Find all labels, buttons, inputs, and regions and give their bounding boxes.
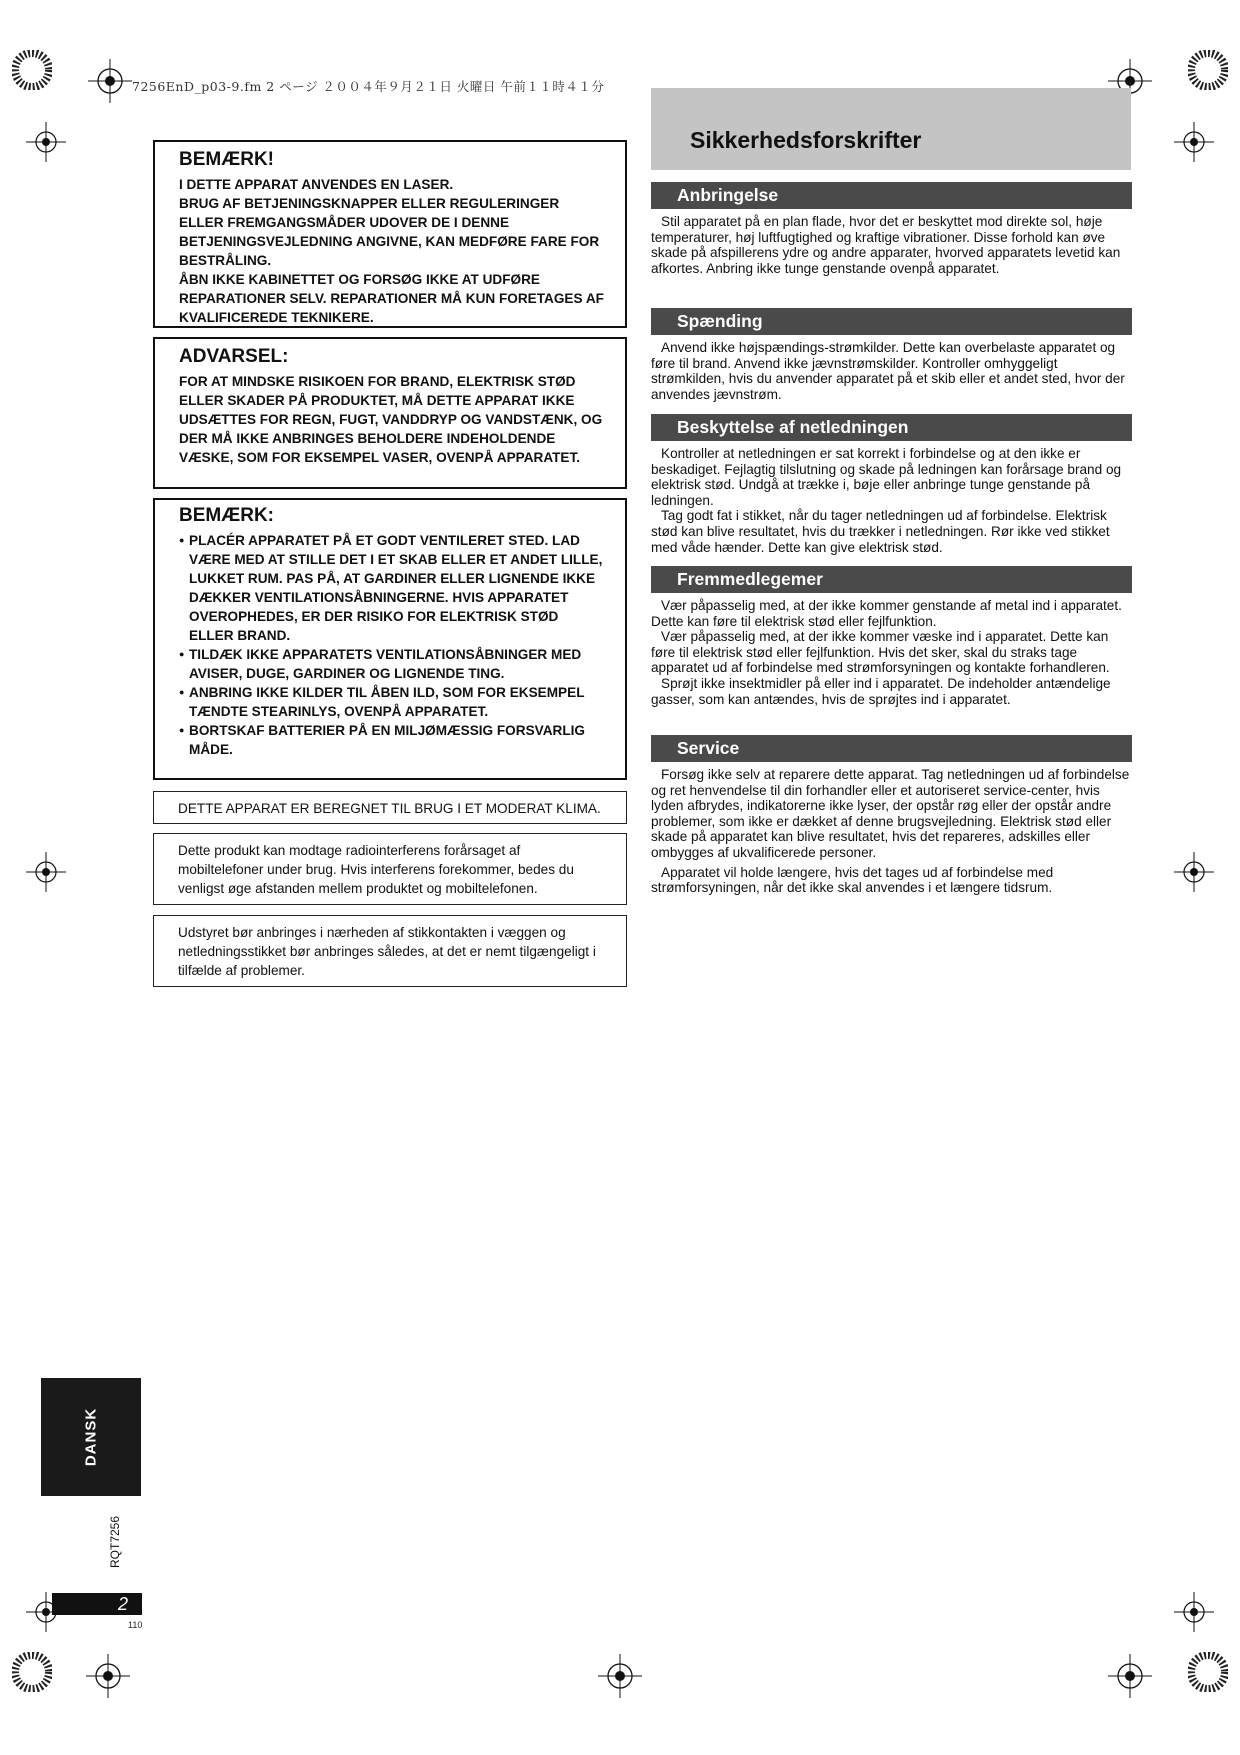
file-info-header: 7256EnD_p03-9.fm 2 ページ ２００４年９月２１日 火曜日 午前１１時４１分 bbox=[132, 79, 605, 94]
section-beskyttelse-netledning bbox=[651, 414, 1132, 555]
section-heading: Beskyttelse af netledningen bbox=[651, 414, 1132, 441]
registration-mark-bottom-right bbox=[1108, 1654, 1152, 1698]
section-paragraph: Anvend ikke højspændings-strømkilder. Dette kan overbelaste apparatet og føre til brand. Anvend ikke jævnstrømskilder. Kontroller omhyggeligt strømkilden, hvis du anvender apparatet på et skib eller et andet sted, hvor der anvendes jævnstrøm. bbox=[651, 340, 1125, 402]
climate-notice-box bbox=[153, 791, 627, 824]
warning-text: FOR AT MINDSKE RISIKOEN FOR BRAND, ELEKTRISK STØD ELLER SKADER PÅ PRODUKTET, MÅ DETTE APPARAT IKKE UDSÆTTES FOR REGN, FUGT, VANDDRYP OG VANDSTÆNK, OG DER MÅ IKKE ANBRINGES BEHOLDERE INDEHOLDENDE VÆSKE, SOM FOR EKSEMPEL VASER, OVENPÅ APPARATET. bbox=[179, 374, 603, 465]
list-item: ● PLACÉR APPARATET PÅ ET GODT VENTILERET STED. LAD VÆRE MED AT STILLE DET I ET SKAB ELLER ET ANDET LILLE, LUKKET RUM. PAS PÅ, AT GARDINER ELLER LIGNENDE IKKE DÆKKER VENTILATIONSÅBNINGERNE. HVIS APPARATET OVEROPHEDES, ER DER RISIKO FOR ELEKTRISK STØD ELLER BRAND. bbox=[179, 531, 605, 645]
registration-mark-bottom-center bbox=[598, 1654, 642, 1698]
section-heading: Fremmedlegemer bbox=[651, 566, 1132, 593]
laser-notice-line-2: BRUG AF BETJENINGSKNAPPER ELLER REGULERINGER ELLER FREMGANGSMÅDER UDOVER DE I DENNE BETJENINGSVEJLEDNING ANGIVNE, KAN MEDFØRE FARE FOR BESTRÅLING. bbox=[179, 196, 600, 268]
laser-notice-line-3: ÅBN IKKE KABINETTET OG FORSØG IKKE AT UDFØRE REPARATIONER SELV. REPARATIONER MÅ KUN FORETAGES AF KVALIFICEREDE TEKNIKERE. bbox=[179, 272, 604, 325]
ventilation-notice-box bbox=[153, 498, 627, 780]
warning-box bbox=[153, 337, 627, 489]
registration-mark-left-middle bbox=[26, 852, 66, 892]
language-tab-label: DANSK bbox=[82, 1407, 100, 1467]
starburst-mark-top-left bbox=[12, 50, 52, 90]
model-code: RQT7256 bbox=[108, 1515, 122, 1568]
registration-mark-right-middle bbox=[1174, 852, 1214, 892]
ventilation-notice-title: BEMÆRK: bbox=[179, 505, 274, 526]
mobile-interference-box bbox=[153, 833, 627, 905]
list-item: ● TILDÆK IKKE APPARATETS VENTILATIONSÅBNINGER MED AVISER, DUGE, GARDINER OG LIGNENDE TING. bbox=[179, 645, 605, 683]
warning-title: ADVARSEL: bbox=[179, 346, 289, 367]
registration-mark-left-upper bbox=[26, 122, 66, 162]
starburst-mark-bottom-left bbox=[12, 1652, 52, 1692]
registration-mark-bottom-left bbox=[86, 1654, 130, 1698]
page-title: Sikkerhedsforskrifter bbox=[690, 127, 922, 153]
section-heading: Anbringelse bbox=[651, 182, 1132, 209]
section-paragraph: Apparatet vil holde længere, hvis det tages ud af forbindelse med strømforsyningen, når det ikke skal anvendes i et længere tidsrum. bbox=[651, 864, 1054, 896]
list-item: ● BORTSKAF BATTERIER PÅ EN MILJØMÆSSIG FORSVARLIG MÅDE. bbox=[179, 721, 605, 759]
section-anbringelse bbox=[651, 182, 1132, 276]
registration-mark-top-left bbox=[88, 59, 132, 103]
section-spaending bbox=[651, 308, 1132, 402]
ventilation-notice-list bbox=[155, 531, 625, 759]
laser-notice-line-1: I DETTE APPARAT ANVENDES EN LASER. bbox=[179, 177, 454, 192]
registration-mark-right-upper bbox=[1174, 122, 1214, 162]
section-paragraph: Tag godt fat i stikket, når du tager netledningen ud af forbindelse. Elektrisk stød kan blive resultatet, hvis du trækker i netledningen. Rør ikke ved stikket med våde hænder. Dette kan give elektrisk stød. bbox=[651, 508, 1110, 555]
section-paragraph: Stil apparatet på en plan flade, hvor det er beskyttet mod direkte sol, høje temperaturer, høj luftfugtighed og kraftige vibrationer. Disse forhold kan øve skade på afspillerens ydre og andre apparater, hvorved apparatets levetid kan afkortes. Anbring ikke tunge genstande ovenpå apparatet. bbox=[651, 214, 1121, 276]
section-paragraph: Vær påpasselig med, at der ikke kommer væske ind i apparatet. Dette kan føre til elektrisk stød eller fejlfunktion. Hvis det sker, skal du straks tage apparatet ud af forbindelse med strømforsyningen og kontakte forhandleren. bbox=[651, 629, 1110, 676]
list-item: ● ANBRING IKKE KILDER TIL ÅBEN ILD, SOM FOR EKSEMPEL TÆNDTE STEARINLYS, OVENPÅ APPARATET. bbox=[179, 683, 605, 721]
starburst-mark-bottom-right bbox=[1188, 1652, 1228, 1692]
language-tab bbox=[41, 1378, 141, 1496]
laser-notice-title: BEMÆRK! bbox=[179, 149, 274, 170]
section-paragraph: Kontroller at netledningen er sat korrekt i forbindelse og at den ikke er beskadiget. Fejlagtig tilslutning og skade på ledningen kan forårsage brand og elektrisk stød. Undgå at trække i, bøje eller anbringe tunge genstande på ledningen. bbox=[651, 446, 1122, 508]
page-number-small: 110 bbox=[128, 1620, 143, 1630]
section-heading: Service bbox=[651, 735, 1132, 762]
section-paragraph: Sprøjt ikke insektmidler på eller ind i apparatet. De indeholder antændelige gasser, som kan antændes, hvis de sprøjtes ind i apparatet. bbox=[651, 675, 1111, 707]
mobile-interference-text: Dette produkt kan modtage radiointerferens forårsaget af mobiltelefoner under brug. Hvis interferens forekommer, bedes du venligst øge afstanden mellem produktet og mobiltelefonen. bbox=[178, 843, 574, 896]
starburst-mark-top-right bbox=[1188, 50, 1228, 90]
section-fremmedlegemer bbox=[651, 566, 1132, 707]
climate-notice-text: DETTE APPARAT ER BEREGNET TIL BRUG I ET MODERAT KLIMA. bbox=[178, 801, 601, 816]
registration-mark-right-lower bbox=[1174, 1592, 1214, 1632]
laser-notice-box bbox=[153, 140, 627, 328]
section-paragraph: Forsøg ikke selv at reparere dette apparat. Tag netledningen ud af forbindelse og ret henvendelse til din forhandler eller et autoriseret service-center, hvis lyden afbrydes, indikatorerne ikke lyser, der opstår røg eller der opstår andre problemer, som ikke er dækket af denne brugsvejledning. Elektrisk stød eller skade på apparatet kan blive resultatet, hvis det repareres, adskilles eller ombygges af ukvalificerede personer. bbox=[651, 767, 1130, 860]
section-paragraph: Vær påpasselig med, at der ikke kommer genstande af metal ind i apparatet. Dette kan føre til elektrisk stød eller fejlfunktion. bbox=[651, 598, 1122, 629]
page-number: 2 bbox=[52, 1593, 142, 1615]
section-service bbox=[651, 735, 1132, 896]
outlet-notice-box bbox=[153, 915, 627, 987]
section-heading: Spænding bbox=[651, 308, 1132, 335]
outlet-notice-text: Udstyret bør anbringes i nærheden af stikkontakten i væggen og netledningsstikket bør anbringes således, at det er nemt tilgængeligt i tilfælde af problemer. bbox=[178, 925, 596, 978]
